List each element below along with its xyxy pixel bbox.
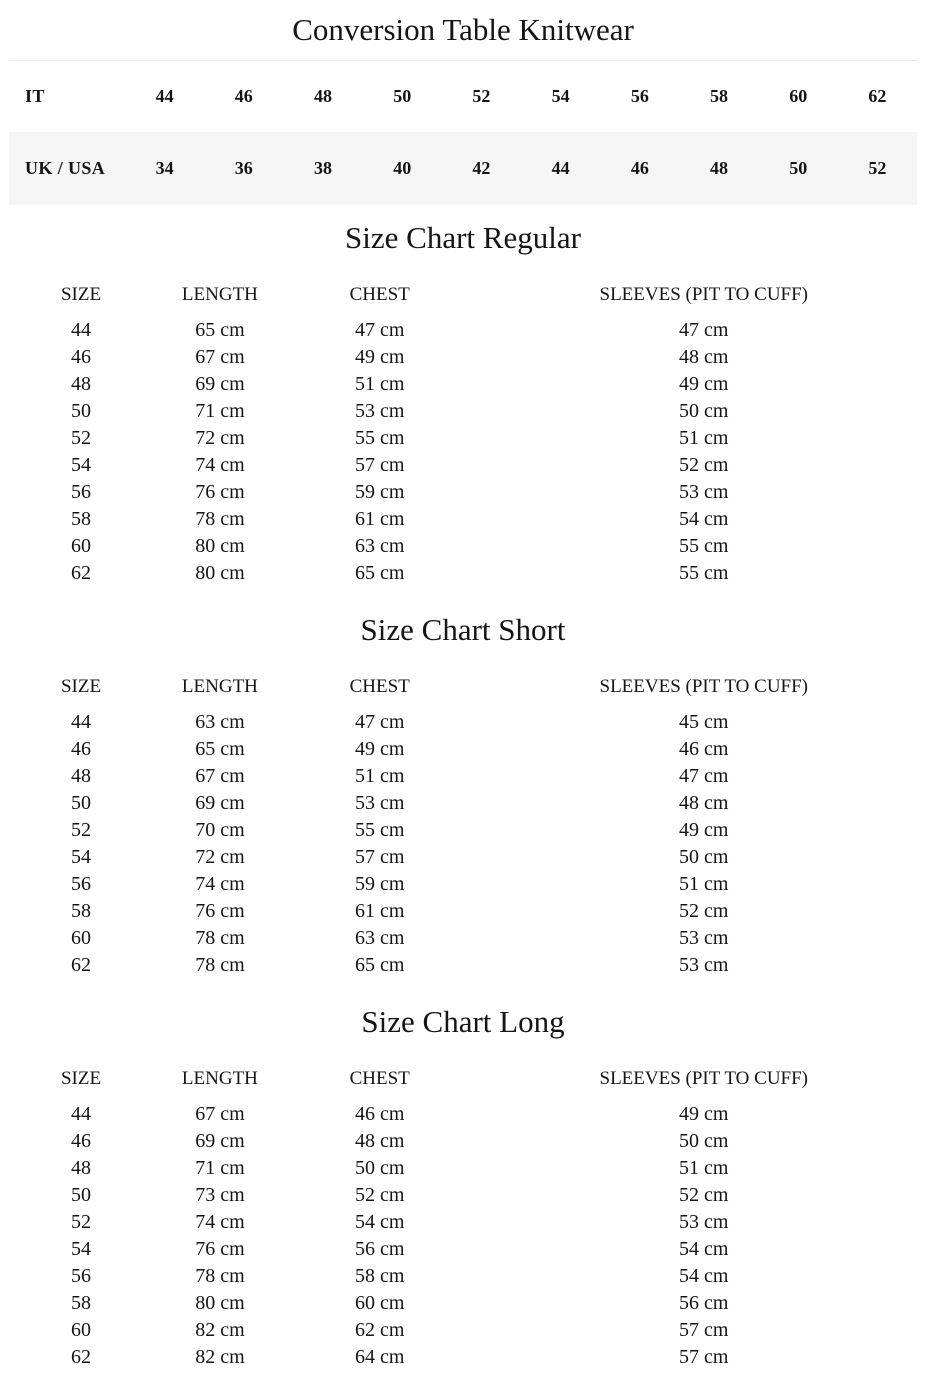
size-cell: 63 cm [195,711,245,733]
conversion-cell: 50 [789,158,808,178]
table-row [0,479,926,506]
size-cell: 47 cm [679,765,729,787]
table-row [0,1182,926,1209]
table-row [0,344,926,371]
size-cell: 54 cm [679,1265,729,1287]
size-cell: 67 cm [195,765,245,787]
conversion-cell: 56 [630,86,649,106]
conversion-row [9,61,917,132]
size-cell: 52 cm [679,900,729,922]
size-cell: 58 [71,900,92,922]
table-row [0,317,926,344]
table-row [0,952,926,979]
size-table [0,281,926,587]
column-header: SIZE [60,284,102,305]
size-cell: 71 cm [195,1157,245,1179]
size-table-header-row [0,673,926,709]
table-row [0,371,926,398]
table-row [0,560,926,587]
conversion-row [9,132,917,205]
size-cell: 45 cm [679,711,729,733]
size-cell: 57 cm [354,846,405,868]
conversion-cell: 34 [155,158,174,178]
conversion-cell: 48 [314,86,332,106]
size-cell: 69 cm [195,373,245,395]
size-cell: 56 cm [679,1292,729,1314]
size-cell: 63 cm [354,927,405,949]
size-cell: 78 cm [195,508,245,530]
size-cell: 53 cm [679,481,729,503]
section-title: Size Chart Short [360,612,566,647]
size-cell: 76 cm [195,900,245,922]
size-cell: 74 cm [195,454,245,476]
size-cell: 59 cm [354,481,405,503]
size-cell: 49 cm [679,373,729,395]
size-cell: 53 cm [679,927,729,949]
conversion-cell: 50 [393,86,412,106]
table-row [0,1344,926,1371]
size-cell: 49 cm [354,738,405,760]
table-row [0,425,926,452]
size-chart-sections [0,217,926,1371]
size-cell: 52 [71,427,92,449]
size-cell: 53 cm [679,1211,729,1233]
size-cell: 52 [71,1211,92,1233]
section-title: Size Chart Regular [345,220,581,255]
size-cell: 78 cm [195,954,245,976]
conversion-cell: 54 [551,86,570,106]
column-header: SLEEVES (PIT TO CUFF) [599,676,809,697]
size-cell: 62 [71,562,92,584]
size-cell: 46 [71,1130,92,1152]
size-cell: 61 cm [354,900,405,922]
column-header: CHEST [349,284,410,305]
conversion-cell: 60 [789,86,808,106]
size-cell: 60 [71,927,92,949]
conversion-cell: 44 [551,158,570,178]
table-row [0,898,926,925]
table-row [0,1101,926,1128]
table-row [0,925,926,952]
size-cell: 48 cm [354,1130,405,1152]
size-cell: 44 [71,319,92,341]
size-table-head [0,1065,926,1101]
size-cell: 80 cm [195,535,245,557]
size-cell: 52 [71,819,92,841]
size-cell: 82 cm [195,1319,245,1341]
column-header: LENGTH [181,1068,258,1089]
conversion-cell: 40 [393,158,412,178]
column-header: SIZE [60,1068,102,1089]
size-cell: 47 cm [354,711,405,733]
size-cell: 58 cm [354,1265,405,1287]
size-cell: 54 [71,1238,92,1260]
size-cell: 54 cm [354,1211,405,1233]
size-cell: 46 cm [679,738,729,760]
size-cell: 65 cm [354,954,405,976]
column-header: SLEEVES (PIT TO CUFF) [599,284,809,305]
size-cell: 54 cm [679,508,729,530]
size-cell: 53 cm [354,792,405,814]
size-cell: 55 cm [679,535,729,557]
size-cell: 67 cm [195,1103,245,1125]
column-header: CHEST [349,676,410,697]
size-cell: 51 cm [679,1157,729,1179]
size-cell: 50 cm [679,1130,729,1152]
size-cell: 50 cm [679,846,729,868]
size-cell: 80 cm [195,562,245,584]
size-cell: 55 cm [354,427,405,449]
size-cell: 47 cm [679,319,729,341]
size-cell: 58 [71,508,92,530]
table-row [0,1128,926,1155]
conversion-cell: 46 [234,86,253,106]
size-cell: 58 [71,1292,92,1314]
size-cell: 50 [71,400,92,422]
conversion-cell: 62 [868,86,887,106]
size-cell: 78 cm [195,1265,245,1287]
table-row [0,871,926,898]
table-row [0,1317,926,1344]
size-cell: 51 cm [354,373,405,395]
size-cell: 59 cm [354,873,405,895]
size-cell: 56 cm [354,1238,405,1260]
size-cell: 48 cm [679,792,729,814]
size-cell: 72 cm [195,427,245,449]
size-table [0,1065,926,1371]
conversion-cell: 58 [710,86,729,106]
size-cell: 49 cm [354,346,405,368]
size-cell: 52 cm [354,1184,405,1206]
size-cell: 78 cm [195,927,245,949]
table-row [0,844,926,871]
size-cell: 60 [71,1319,92,1341]
size-cell: 73 cm [195,1184,245,1206]
size-table-head [0,673,926,709]
conversion-cell: 52 [868,158,887,178]
size-cell: 51 cm [354,765,405,787]
section-title: Size Chart Long [361,1004,565,1039]
size-cell: 63 cm [354,535,405,557]
size-cell: 48 [71,765,92,787]
size-cell: 53 cm [354,400,405,422]
conversion-table [9,60,917,205]
table-row [0,398,926,425]
conversion-row-label: UK / USA [25,158,106,178]
size-cell: 49 cm [679,819,729,841]
conversion-cell: 44 [155,86,174,106]
conversion-row-label: IT [25,86,45,106]
size-cell: 65 cm [195,738,245,760]
size-cell: 50 [71,792,92,814]
size-cell: 57 cm [679,1346,729,1368]
page-title: Conversion Table Knitwear [292,12,634,47]
size-cell: 50 [71,1184,92,1206]
size-cell: 70 cm [195,819,245,841]
table-row [0,506,926,533]
size-cell: 48 [71,1157,92,1179]
size-cell: 67 cm [195,346,245,368]
size-cell: 46 [71,346,92,368]
size-cell: 80 cm [195,1292,245,1314]
size-cell: 55 cm [354,819,405,841]
size-cell: 82 cm [195,1346,245,1368]
size-cell: 52 cm [679,454,729,476]
size-cell: 56 [71,1265,92,1287]
column-header: CHEST [349,1068,410,1089]
size-cell: 69 cm [195,1130,245,1152]
conversion-cell: 46 [630,158,649,178]
table-row [0,1263,926,1290]
column-header: SLEEVES (PIT TO CUFF) [599,1068,809,1089]
table-row [0,709,926,736]
table-row [0,763,926,790]
table-row [0,533,926,560]
size-table-body [0,709,926,979]
column-header: SIZE [60,676,102,697]
size-cell: 54 [71,454,92,476]
table-row [0,817,926,844]
size-chart-section [0,1001,926,1371]
column-header: LENGTH [181,676,258,697]
table-row [0,790,926,817]
conversion-cell: 36 [234,158,253,178]
size-table-body [0,317,926,587]
size-guide-page [0,10,926,1371]
size-cell: 61 cm [354,508,405,530]
size-cell: 48 cm [679,346,729,368]
size-cell: 65 cm [195,319,245,341]
size-cell: 54 cm [679,1238,729,1260]
size-cell: 53 cm [679,954,729,976]
size-cell: 50 cm [679,400,729,422]
size-cell: 69 cm [195,792,245,814]
size-cell: 62 [71,1346,92,1368]
table-row [0,1236,926,1263]
size-cell: 56 [71,873,92,895]
size-cell: 76 cm [195,1238,245,1260]
size-table-header-row [0,1065,926,1101]
size-table-header-row [0,281,926,317]
size-cell: 47 cm [354,319,405,341]
size-cell: 50 cm [354,1157,405,1179]
size-cell: 48 [71,373,92,395]
size-cell: 60 [71,535,92,557]
size-cell: 49 cm [679,1103,729,1125]
size-cell: 57 cm [354,454,405,476]
table-row [0,1155,926,1182]
size-cell: 76 cm [195,481,245,503]
size-cell: 55 cm [679,562,729,584]
size-cell: 60 cm [354,1292,405,1314]
size-cell: 44 [71,711,92,733]
conversion-cell: 38 [314,158,332,178]
size-cell: 51 cm [679,427,729,449]
size-chart-section [0,217,926,587]
size-cell: 54 [71,846,92,868]
size-cell: 57 cm [679,1319,729,1341]
size-cell: 64 cm [354,1346,405,1368]
conversion-cell: 48 [710,158,729,178]
size-table-head [0,281,926,317]
column-header: LENGTH [181,284,258,305]
size-table [0,673,926,979]
size-cell: 51 cm [679,873,729,895]
size-cell: 74 cm [195,873,245,895]
conversion-cell: 42 [472,158,491,178]
size-cell: 74 cm [195,1211,245,1233]
size-chart-section [0,609,926,979]
size-cell: 62 cm [354,1319,405,1341]
size-table-body [0,1101,926,1371]
table-row [0,736,926,763]
table-row [0,1290,926,1317]
size-cell: 46 cm [354,1103,405,1125]
size-cell: 56 [71,481,92,503]
size-cell: 71 cm [195,400,245,422]
size-cell: 46 [71,738,92,760]
size-cell: 62 [71,954,92,976]
table-row [0,1209,926,1236]
size-cell: 72 cm [195,846,245,868]
conversion-cell: 52 [472,86,491,106]
size-cell: 44 [71,1103,92,1125]
size-cell: 65 cm [354,562,405,584]
size-cell: 52 cm [679,1184,729,1206]
table-row [0,452,926,479]
